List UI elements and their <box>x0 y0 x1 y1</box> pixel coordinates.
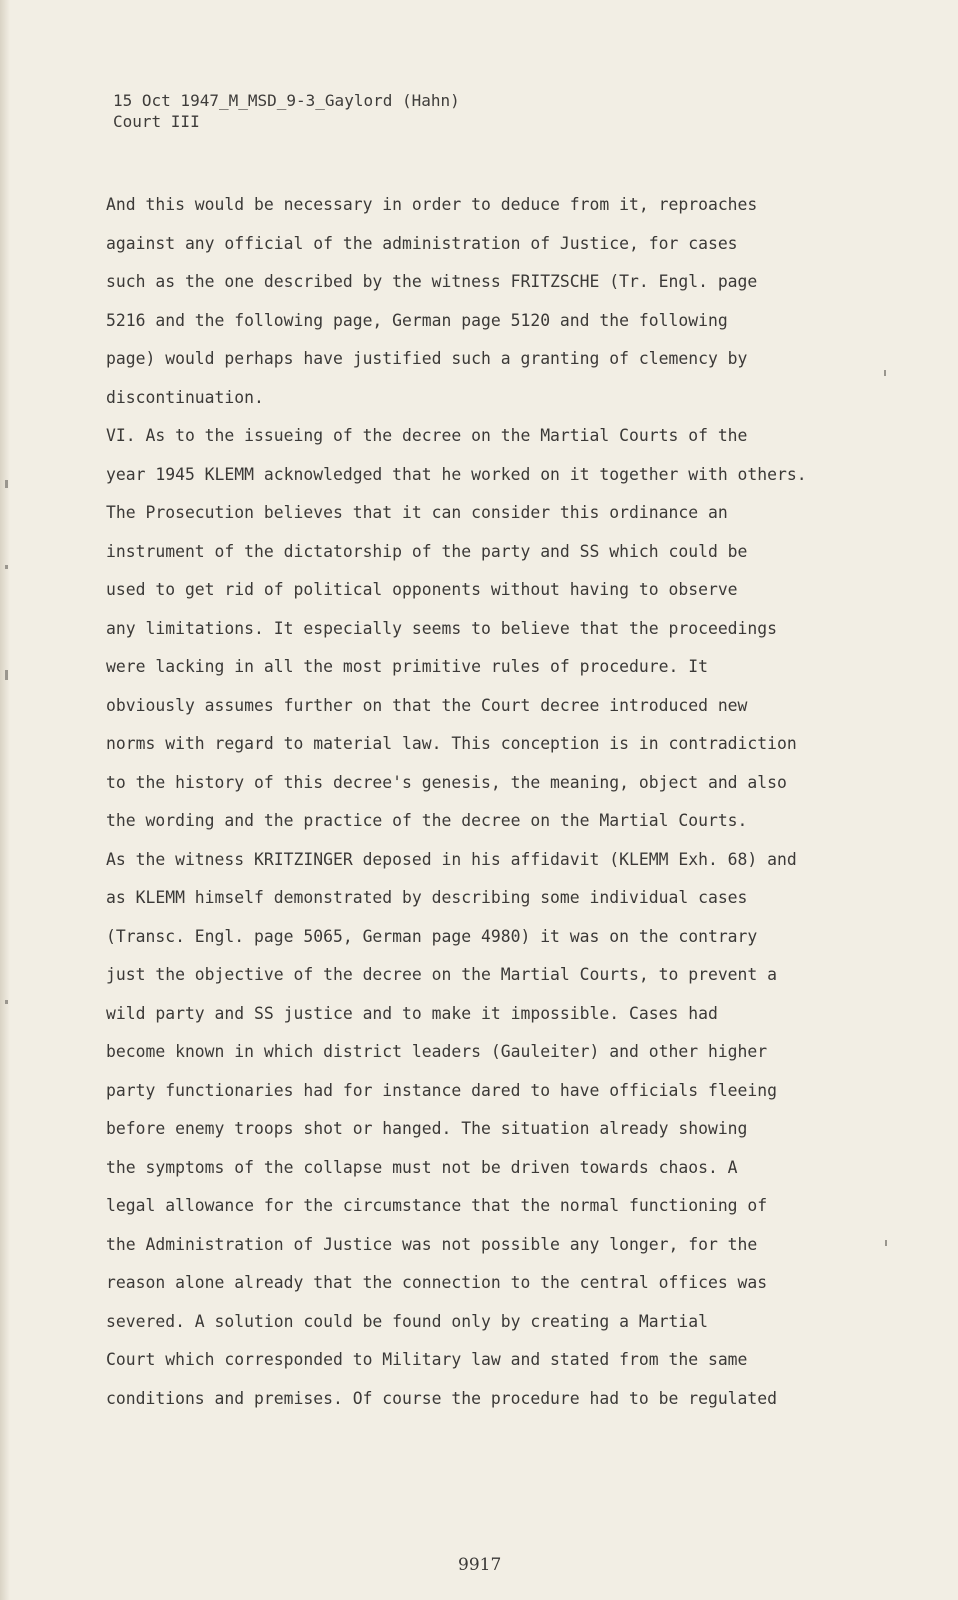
body-line: against any official of the administration of Justice, for cases <box>106 233 738 253</box>
header-reference-line: 15 Oct 1947_M_MSD_9-3_Gaylord (Hahn) <box>113 91 460 110</box>
body-line: the symptoms of the collapse must not be driven towards chaos. A <box>106 1157 738 1177</box>
body-line: norms with regard to material law. This conception is in contradiction <box>106 734 797 753</box>
body-line: severed. A solution could be found only by creating a Martial <box>106 1311 708 1331</box>
body-line: to the history of this decree's genesis, the meaning, object and also <box>106 772 787 792</box>
body-line: were lacking in all the most primitive rules of procedure. It <box>106 657 708 676</box>
body-line: just the objective of the decree on the Martial Courts, to prevent a <box>106 965 778 984</box>
body-line: instrument of the dictatorship of the party and SS which could be <box>106 541 748 561</box>
body-line: conditions and premises. Of course the procedure had to be regulated <box>106 1388 778 1408</box>
margin-mark <box>5 480 8 488</box>
body-line: such as the one described by the witness FRITZSCHE (Tr. Engl. page <box>106 272 758 291</box>
page-edge-shadow <box>0 0 10 1600</box>
margin-mark <box>5 1000 8 1004</box>
body-line: VI. As to the issueing of the decree on the Martial Courts of the <box>106 426 748 445</box>
margin-mark <box>884 370 886 376</box>
body-line: any limitations. It especially seems to believe that the proceedings <box>106 618 778 638</box>
body-line: Court which corresponded to Military law and stated from the same <box>106 1350 748 1369</box>
body-line: 5216 and the following page, German page 5120 and the following <box>106 310 728 330</box>
header-court-line: Court III <box>113 112 200 131</box>
margin-mark <box>885 1240 887 1246</box>
body-line: the wording and the practice of the decree on the Martial Courts. <box>106 811 748 830</box>
body-line: year 1945 KLEMM acknowledged that he worked on it together with others. <box>106 464 807 484</box>
body-line: before enemy troops shot or hanged. The situation already showing <box>106 1119 748 1138</box>
body-line: The Prosecution believes that it can consider this ordinance an <box>106 503 728 522</box>
body-line: discontinuation. <box>106 387 264 407</box>
body-line: the Administration of Justice was not possible any longer, for the <box>106 1234 758 1254</box>
margin-mark <box>5 565 8 569</box>
body-line: obviously assumes further on that the Court decree introduced new <box>106 695 748 715</box>
body-line: As the witness KRITZINGER deposed in his affidavit (KLEMM Exh. 68) and <box>106 849 797 869</box>
margin-mark <box>5 670 8 680</box>
body-line: as KLEMM himself demonstrated by describing some individual cases <box>106 888 748 907</box>
body-line: legal allowance for the circumstance that the normal functioning of <box>106 1196 768 1215</box>
body-line: become known in which district leaders (Gauleiter) and other higher <box>106 1042 768 1061</box>
body-line: wild party and SS justice and to make it impossible. Cases had <box>106 1003 718 1023</box>
body-line: used to get rid of political opponents without having to observe <box>106 580 738 599</box>
body-line: party functionaries had for instance dared to have officials fleeing <box>106 1080 778 1100</box>
page-number: 9917 <box>458 1555 502 1575</box>
body-line: reason alone already that the connection to the central offices was <box>106 1273 768 1292</box>
body-line: (Transc. Engl. page 5065, German page 4980) it was on the contrary <box>106 926 758 946</box>
body-line: And this would be necessary in order to deduce from it, reproaches <box>106 195 758 214</box>
document-header <box>113 90 460 132</box>
document-body <box>106 186 866 1418</box>
body-line: page) would perhaps have justified such a granting of clemency by <box>106 349 748 368</box>
